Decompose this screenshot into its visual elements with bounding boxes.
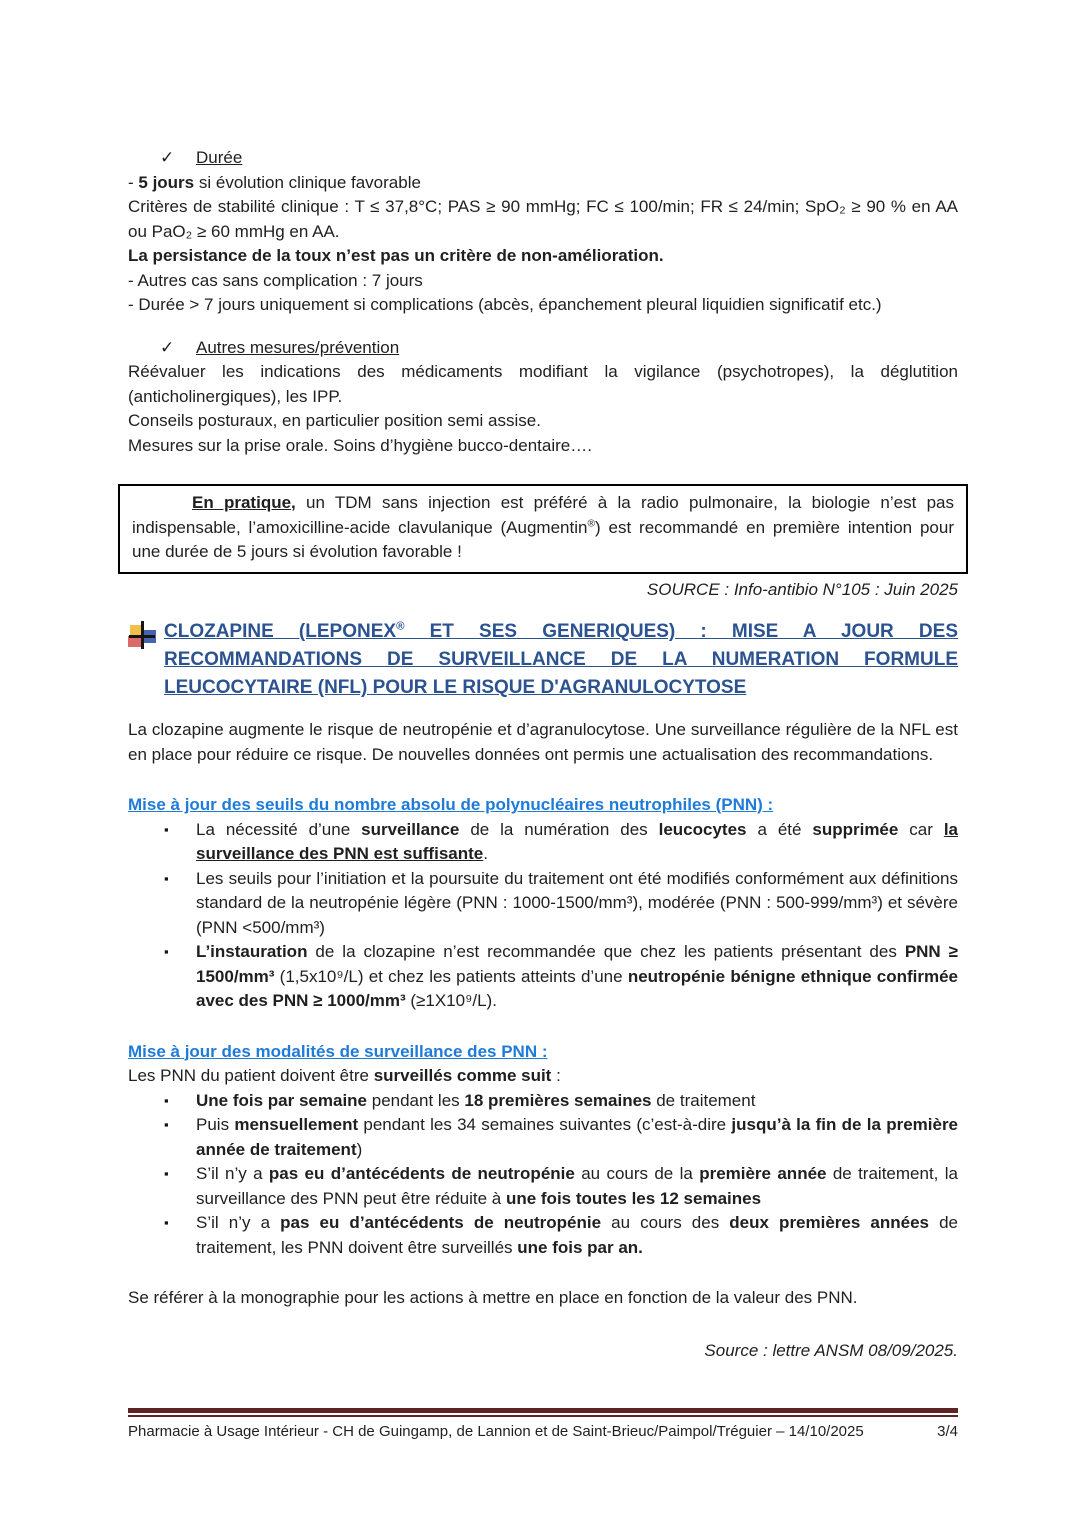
- footer-divider: [128, 1408, 958, 1417]
- seuils-bullet-3: L’instauration de la clozapine n’est recommandée que chez les patients présentant des PNN ≥ 1500/mm³ (1,5x10⁹/L) et chez les patients atteints d’une neutropénie bénigne ethnique confirmée avec des PNN ≥ 1000/mm³ (≥1X10⁹/L).: [196, 942, 959, 1010]
- modalites-subheading: Mise à jour des modalités de surveillance des PNN :: [128, 1041, 548, 1061]
- square-bullet-icon: ▪: [164, 821, 169, 837]
- autres-mesures-prise-orale: Mesures sur la prise orale. Soins d’hygiène bucco-dentaire….: [128, 435, 592, 455]
- en-pratique-text: En pratique, un TDM sans injection est préféré à la radio pulmonaire, la biologie n’est pas indispensable, l’amoxicilline-acide clavulanique (Augmentin®) est recommandé en première intention pour une durée de 5 jours si évolution favorable !: [132, 493, 954, 561]
- list-item: [128, 818, 958, 867]
- clozapine-closing: Se référer à la monographie pour les actions à mettre en place en fonction de la valeur des PNN.: [128, 1288, 858, 1307]
- page-number: 3/4: [937, 1423, 958, 1440]
- duree-line-autres-cas: - Autres cas sans complication : 7 jours: [128, 270, 423, 290]
- square-bullet-icon: ▪: [164, 1215, 169, 1230]
- autres-mesures-section-heading: [128, 336, 958, 361]
- clozapine-intro: La clozapine augmente le risque de neutropénie et d’agranulocytose. Une surveillance régulière de la NFL est en place pour réduire ce risque. De nouvelles données ont permis une actualisation des recommandations.: [128, 720, 958, 764]
- modalites-bullet-3: S’il n’y a pas eu d’antécédents de neutropénie au cours de la première année de traitement, la surveillance des PNN peut être réduite à une fois toutes les 12 semaines: [196, 1164, 958, 1208]
- clozapine-heading: CLOZAPINE (LEPONEX® ET SES GENERIQUES) : MISE A JOUR DES RECOMMANDATIONS DE SURVEILLANCE DE LA NUMERATION FORMULE LEUCOCYTAIRE (NFL) POUR LE RISQUE D'AGRANULOCYTOSE: [164, 620, 958, 698]
- page-footer: [128, 1408, 958, 1442]
- square-bullet-icon: ▪: [164, 1166, 169, 1181]
- list-item: [128, 867, 958, 941]
- seuils-bullet-2: Les seuils pour l’initiation et la poursuite du traitement ont été modifiés conformément aux définitions standard de la neutropénie légère (PNN : 1000-1500/mm³), modérée (PNN : 500-999/mm³) et sévère (PNN <500/mm³): [196, 868, 958, 937]
- list-item: [128, 1113, 958, 1162]
- list-item: [128, 1089, 958, 1114]
- source-info-antibio: SOURCE : Info-antibio N°105 : Juin 2025: [646, 579, 958, 599]
- duree-line-persistance: La persistance de la toux n’est pas un critère de non-amélioration.: [128, 246, 664, 265]
- list-item: [128, 1162, 958, 1211]
- modalites-bullet-2: Puis mensuellement pendant les 34 semaines suivantes (c’est-à-dire jusqu’à la fin de la première année de traitement): [196, 1115, 959, 1159]
- square-bullet-icon: ▪: [164, 1092, 169, 1108]
- seuils-bullet-1: La nécessité d’une surveillance de la numération des leucocytes a été supprimée car la surveillance des PNN est suffisante.: [196, 819, 959, 863]
- autres-mesures-reevaluer: Réévaluer les indications des médicaments modifiant la vigilance (psychotropes), la déglutition (anticholinergiques), les IPP.: [128, 362, 958, 406]
- en-pratique-box: [118, 484, 968, 574]
- modalites-intro: Les PNN du patient doivent être surveillés comme suit :: [128, 1066, 561, 1085]
- seuils-bullet-list: [128, 818, 958, 1014]
- modalites-bullet-4: S’il n’y a pas eu d’antécédents de neutropénie au cours des deux premières années de traitement, les PNN doivent être surveillés une fois par an.: [196, 1213, 959, 1257]
- duree-line-complications: - Durée > 7 jours uniquement si complications (abcès, épanchement pleural liquidien significatif etc.): [128, 295, 882, 314]
- square-bullet-icon: ▪: [164, 944, 169, 959]
- seuils-subheading: Mise à jour des seuils du nombre absolu de polynucléaires neutrophiles (PNN) :: [128, 795, 774, 814]
- modalites-bullet-list: [128, 1089, 958, 1261]
- multicolor-plus-icon: [128, 621, 158, 651]
- checkmark-icon: ✓: [160, 337, 175, 357]
- footer-text: Pharmacie à Usage Intérieur - CH de Guingamp, de Lannion et de Saint-Brieuc/Paimpol/Tréguier – 14/10/2025: [128, 1423, 864, 1440]
- modalites-bullet-1: Une fois par semaine pendant les 18 premières semaines de traitement: [196, 1090, 756, 1110]
- clozapine-heading-block: [128, 618, 958, 702]
- source-ansm: Source : lettre ANSM 08/09/2025.: [704, 1340, 958, 1360]
- duree-title: Durée: [196, 148, 243, 167]
- autres-mesures-conseils: Conseils posturaux, en particulier position semi assise.: [128, 411, 541, 430]
- list-item: [128, 940, 958, 1014]
- duree-line-criteres: Critères de stabilité clinique : T ≤ 37,8°C; PAS ≥ 90 mmHg; FC ≤ 100/min; FR ≤ 24/min; SpO₂ ≥ 90 % en AA ou PaO₂ ≥ 60 mmHg en AA.: [128, 197, 958, 241]
- autres-mesures-title: Autres mesures/prévention: [196, 337, 400, 357]
- duree-line-5jours: - 5 jours si évolution clinique favorable: [128, 172, 421, 192]
- square-bullet-icon: ▪: [164, 870, 169, 886]
- duree-section-heading: [128, 146, 958, 171]
- checkmark-icon: ✓: [160, 148, 175, 167]
- square-bullet-icon: ▪: [164, 1117, 169, 1132]
- list-item: [128, 1211, 958, 1260]
